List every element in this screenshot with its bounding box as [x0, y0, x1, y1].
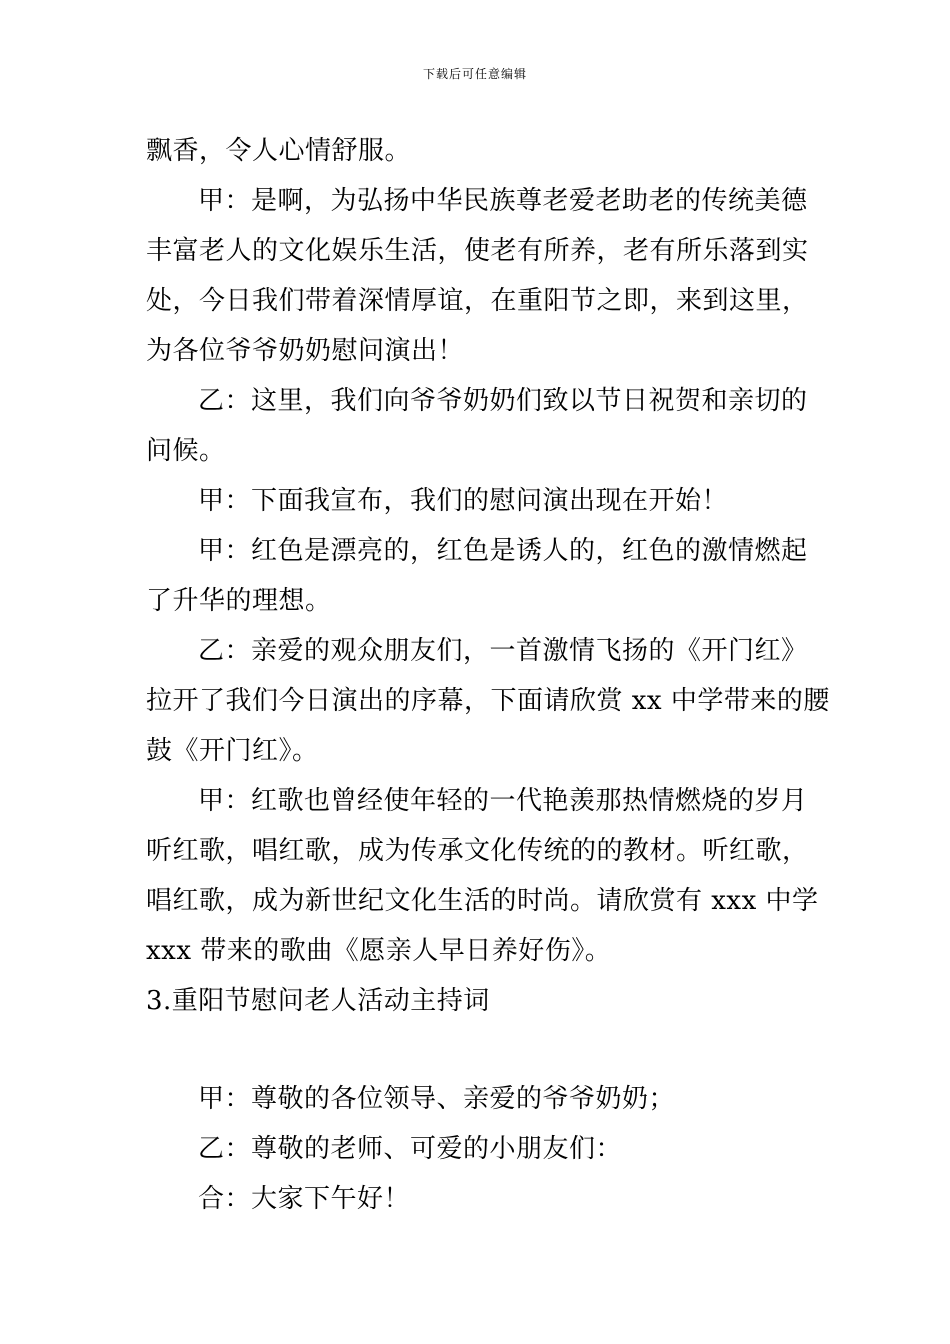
- text-line: 乙：这里，我们向爷爷奶奶们致以节日祝贺和亲切的: [198, 386, 808, 416]
- text-line: 鼓《开门红》。: [146, 736, 319, 766]
- text-line: 唱红歌，成为新世纪文化生活的时尚。请欣赏有 xxx 中学: [146, 886, 819, 916]
- text-line: 拉开了我们今日演出的序幕，下面请欣赏 xx 中学带来的腰: [146, 686, 830, 716]
- text-line: 丰富老人的文化娱乐生活，使老有所养，老有所乐落到实: [146, 236, 809, 266]
- text-line: 问候。: [146, 436, 226, 466]
- text-line: 了升华的理想。: [146, 586, 332, 616]
- section-heading: 3.重阳节慰问老人活动主持词: [146, 986, 490, 1016]
- text-line: 飘香，令人心情舒服。: [146, 136, 412, 166]
- text-line: 听红歌，唱红歌，成为传承文化传统的的教材。听红歌，: [146, 836, 809, 866]
- text-line: 合：大家下午好！: [198, 1184, 411, 1214]
- text-line: 乙：亲爱的观众朋友们，一首激情飞扬的《开门红》: [198, 636, 808, 666]
- text-line: 甲：尊敬的各位领导、亲爱的爷爷奶奶；: [198, 1084, 676, 1114]
- text-line: 处，今日我们带着深情厚谊，在重阳节之即，来到这里，: [146, 286, 809, 316]
- text-line: 甲：是啊，为弘扬中华民族尊老爱老助老的传统美德: [198, 186, 808, 216]
- text-line: 为各位爷爷奶奶慰问演出！: [146, 336, 465, 366]
- page-header: 下载后可任意编辑: [422, 67, 527, 81]
- text-line: xxx 带来的歌曲《愿亲人早日养好伤》。: [146, 936, 612, 966]
- text-line: 甲：红歌也曾经使年轻的一代艳羡那热情燃烧的岁月: [198, 786, 808, 816]
- text-line: 乙：尊敬的老师、可爱的小朋友们：: [198, 1134, 623, 1164]
- text-line: 甲：红色是漂亮的，红色是诱人的，红色的激情燃起: [198, 536, 808, 566]
- text-line: 甲：下面我宣布，我们的慰问演出现在开始！: [198, 486, 729, 516]
